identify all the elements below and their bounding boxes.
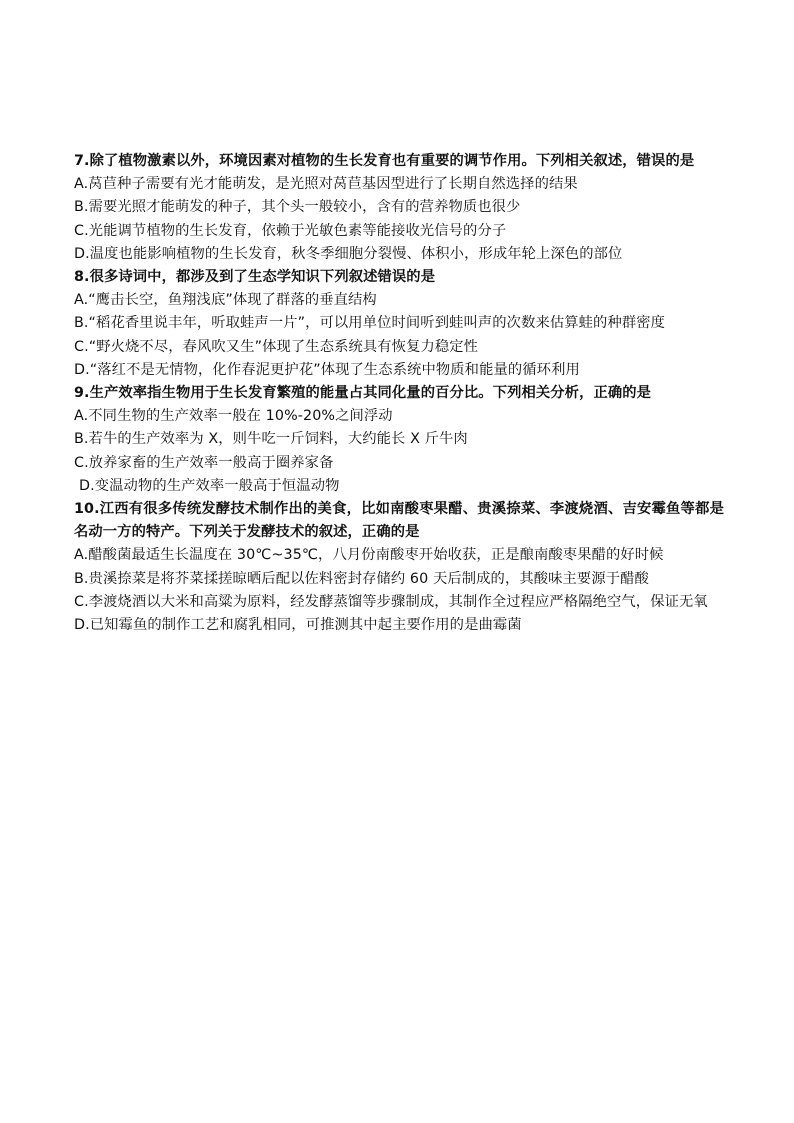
question-7-option-c: C.光能调节植物的生长发育，依赖于光敏色素等能接收光信号的分子 bbox=[74, 222, 507, 239]
question-7-stem: 7.除了植物激素以外，环境因素对植物的生长发育也有重要的调节作用。下列相关叙述，错误的是 bbox=[74, 153, 695, 169]
question-9-option-d: D.变温动物的生产效率一般高于恒温动物 bbox=[79, 477, 340, 494]
question-8-option-b: B.“稻花香里说丰年，听取蛙声一片”，可以用单位时间听到蛙叫声的次数来估算蛙的种群密度 bbox=[74, 315, 666, 332]
question-10-stem: 10.江西有很多传统发酵技术制作出的美食，比如南酸枣果醋、贵溪捺菜、李渡烧酒、吉安霉鱼等都是名动一方的特产。下列关于发酵技术的叙述，正确的是 bbox=[74, 501, 724, 541]
question-8-option-a: A.“鹰击长空，鱼翔浅底”体现了群落的垂直结构 bbox=[74, 292, 377, 309]
question-10-option-b: B.贵溪捺菜是将芥菜揉搓晾晒后配以佐料密封存储约 60 天后制成的，其酸味主要源于醋酸 bbox=[74, 570, 649, 587]
question-8-option-c: C.“野火烧不尽，春风吹又生”体现了生态系统具有恢复力稳定性 bbox=[74, 338, 479, 355]
question-7-option-a: A.莴苣种子需要有光才能萌发，是光照对莴苣基因型进行了长期自然选择的结果 bbox=[74, 176, 578, 193]
question-8-option-d: D.“落红不是无情物，化作春泥更护花”体现了生态系统中物质和能量的循环利用 bbox=[74, 361, 580, 378]
question-9-option-a: A.不同生物的生产效率一般在 10%-20%之间浮动 bbox=[74, 408, 393, 425]
question-9-option-c: C.放养家畜的生产效率一般高于圈养家备 bbox=[74, 454, 334, 471]
question-8-stem: 8.很多诗词中，都涉及到了生态学知识下列叙述错误的是 bbox=[74, 269, 436, 286]
question-10-option-d: D.已知霉鱼的制作工艺和腐乳相同，可推测其中起主要作用的是曲霉菌 bbox=[74, 617, 522, 634]
question-7-option-b: B.需要光照才能萌发的种子，其个头一般较小，含有的营养物质也很少 bbox=[74, 199, 521, 216]
question-7-option-d: D.温度也能影响植物的生长发育，秋冬季细胞分裂慢、体积小，形成年轮上深色的部位 bbox=[74, 245, 623, 262]
question-10-option-a: A.醋酸菌最适生长温度在 30℃~35℃，八月份南酸枣开始收获，正是酿南酸枣果醋的好时候 bbox=[74, 547, 664, 564]
question-10-option-c: C.李渡烧酒以大米和高粱为原料，经发酵蒸馏等步骤制成，其制作全过程应严格隔绝空气，保证无氧 bbox=[74, 593, 708, 610]
question-9-stem: 9.生产效率指生物用于生长发育繁殖的能量占其同化量的百分比。下列相关分析，正确的是 bbox=[74, 385, 652, 402]
question-list bbox=[74, 150, 724, 637]
question-9-option-b: B.若牛的生产效率为 X，则牛吃一斤饲料，大约能长 X 斤牛肉 bbox=[74, 431, 468, 448]
